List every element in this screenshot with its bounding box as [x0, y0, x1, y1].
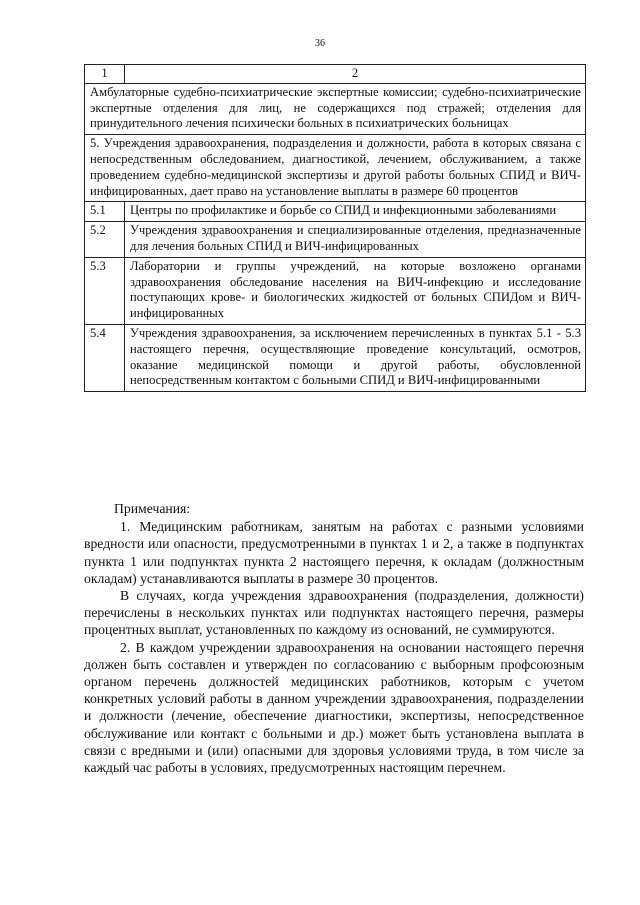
note-paragraph: 2. В каждом учреждении здравоохранения на основании настоящего перечня должен быть составлен и утвержден по согласованию с выборным профсоюзным органом перечень должностей медицинских работников, которым с учетом конкретных условий работы в данном учреждении здравоохранения, подразделении и должности (лечение, обеспечение диагностики, экспертизы, непосредственное обслуживание или контакт с больными и др.) может быть установлена выплата в связи с вредными и (или) опасными для здоровья условиями труда, в том числе за каждый час работы в условиях, предусмотренных настоящим перечнем.	[84, 639, 584, 776]
notes-title: Примечания:	[114, 501, 191, 516]
row-number: 5.3	[85, 257, 125, 324]
note-paragraph: 1. Медицинским работникам, занятым на работах с разными условиями вредности или опасности, предусмотренными в пунктах 1 и 2, а также в подпунктах пункта 1 или подпунктах пункта 2 настоящего перечня, к окладам (должностным окладам) устанавливаются выплаты в размере 30 процентов.	[84, 519, 584, 586]
row-number: 5.2	[85, 222, 125, 258]
table-row	[85, 135, 586, 202]
row-number: 5.1	[85, 202, 125, 222]
section-5-text: 5. Учреждения здравоохранения, подразделения и должности, работа в которых связана с непосредственным обследованием, диагностикой, лечением, обслуживанием, а также проведением судебно-медицинской экспертизы и другой работы больных СПИД и ВИЧ-инфицированных, дает право на установление выплаты в размере 60 процентов	[85, 135, 586, 202]
row-text: Учреждения здравоохранения, за исключением перечисленных в пунктах 5.1 - 5.3 настоящего перечня, осуществляющие проведение консультаций, осмотров, оказание медицинской помощи и другой работы, обусловленной непосредственным контактом с больными СПИД и ВИЧ-инфицированными	[125, 324, 586, 391]
header-col-2: 2	[125, 65, 586, 84]
row-text: Лаборатории и группы учреждений, на которые возложено органами здравоохранения обследование населения на ВИЧ-инфекцию и исследование поступающих крове- и биологических жидкостей от больных СПИДом и ВИЧ-инфицированных	[125, 257, 586, 324]
table-row	[85, 257, 586, 324]
table-row	[85, 324, 586, 391]
notes-section	[84, 500, 584, 776]
table-row	[85, 83, 586, 134]
intro-row-text: Амбулаторные судебно-психиатрические экспертные комиссии; судебно-психиатрические экспертные отделения для лиц, не содержащихся под стражей; отделения для принудительного лечения психически больных в психиатрических больницах	[85, 83, 586, 134]
table-row	[85, 202, 586, 222]
header-col-1: 1	[85, 65, 125, 84]
note-paragraph: В случаях, когда учреждения здравоохранения (подразделения, должности) перечислены в нескольких пунктах или подпунктах настоящего перечня, размеры процентных выплат, установленных по каждому из оснований, не суммируются.	[84, 588, 584, 638]
row-text: Учреждения здравоохранения и специализированные отделения, предназначенные для лечения больных СПИД и ВИЧ-инфицированных	[125, 222, 586, 258]
page-number: 36	[315, 38, 325, 49]
row-text: Центры по профилактике и борьбе со СПИД и инфекционными заболеваниями	[125, 202, 586, 222]
table-row	[85, 222, 586, 258]
table-header-row	[85, 65, 586, 84]
hazard-list-table	[84, 64, 586, 392]
row-number: 5.4	[85, 324, 125, 391]
